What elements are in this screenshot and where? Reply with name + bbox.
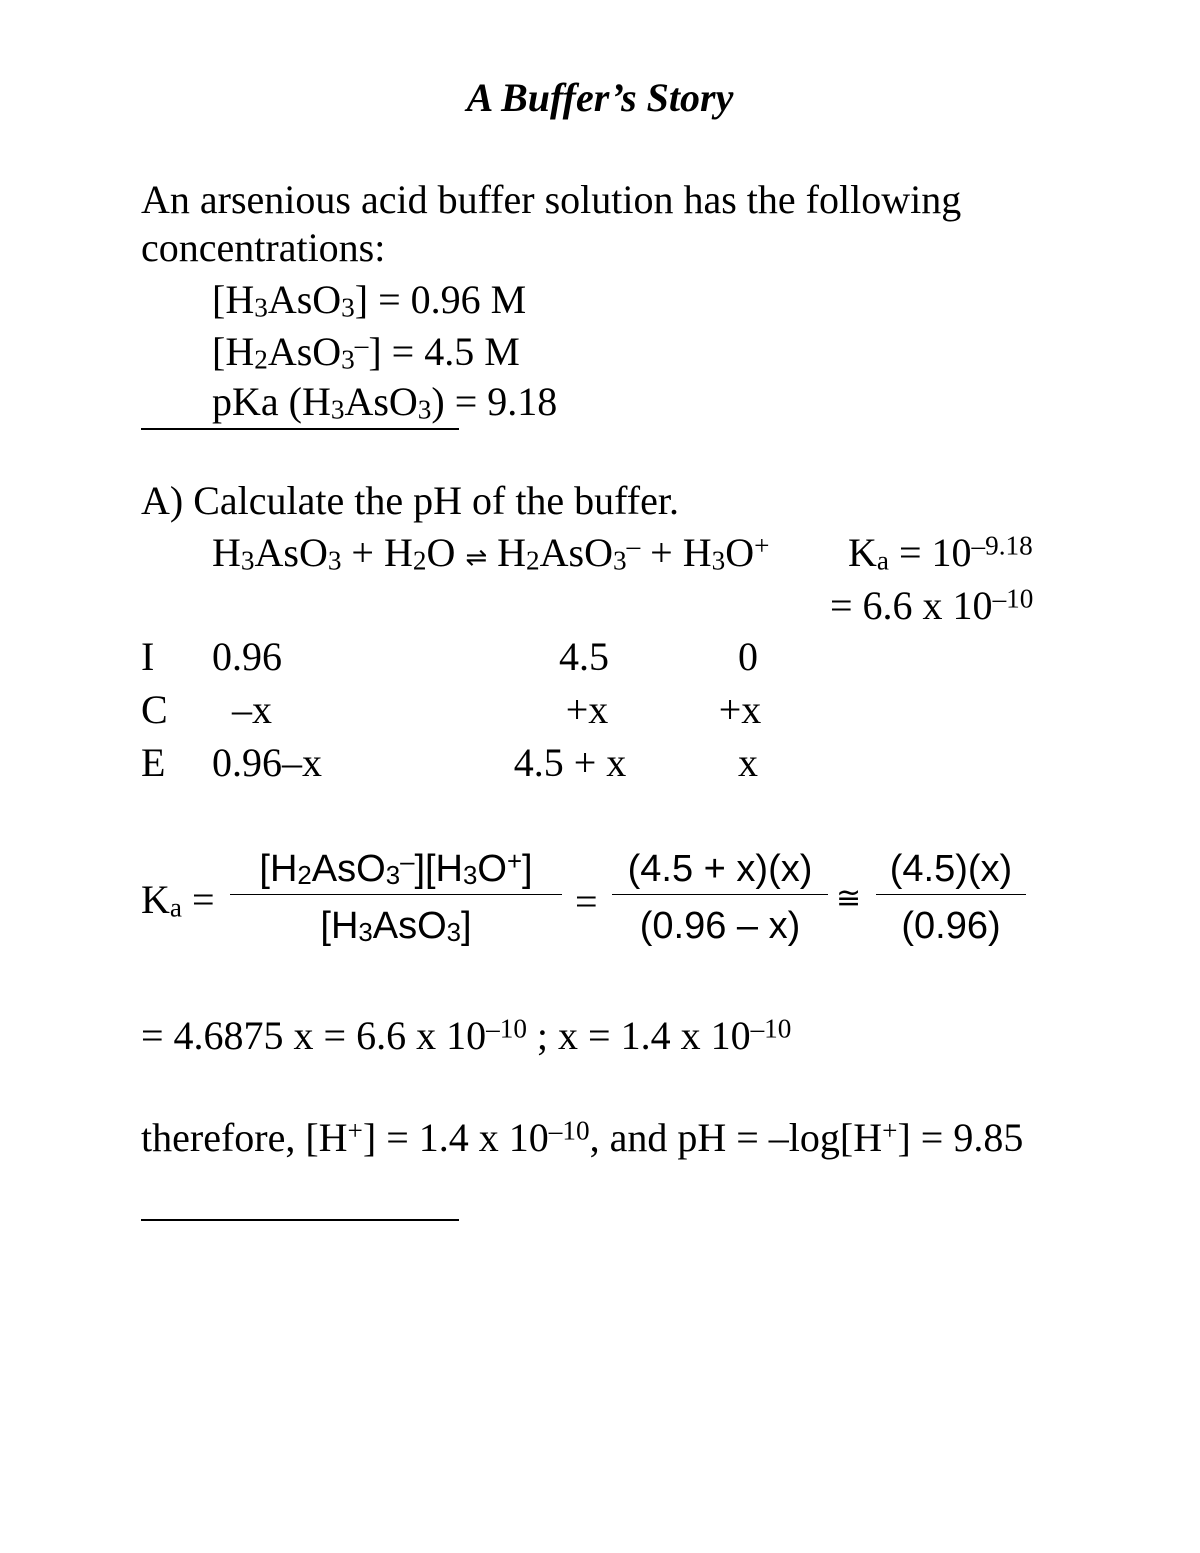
ice-row-label: I (141, 634, 155, 679)
equilibrium-arrow-icon: ⇌ (465, 543, 488, 573)
given-acid-concentration: $[H_3AsO_3] = 0.96$ M (212, 277, 527, 323)
ice-cell: 4.5 + x (513, 740, 627, 785)
ice-cell: 0.96–x (212, 740, 322, 785)
ph-conclusion: therefore, [H+] = 1.4 x $10^{-10}$, and pH = –log[H+] = 9.85 (141, 1115, 1024, 1160)
ice-cell: 0 (738, 634, 758, 679)
given-pka: pKa $(H_3AsO_3) = 9.18$ (212, 379, 558, 425)
fraction-numerator: $[H_2AsO_3^-][H_3O^+]$ (259, 848, 533, 891)
fraction-denominator: $[H_3AsO_3]$ (320, 905, 472, 948)
ka-fraction-approx (876, 850, 1026, 945)
ka-definition: $K_a = 10^{-9.18}$ (848, 530, 1033, 576)
ice-row-label: C (141, 687, 168, 732)
ice-cell: +x (718, 687, 762, 732)
section-divider (141, 428, 459, 430)
ice-cell: x (738, 740, 758, 785)
ka-value: = 6.6 x $10^{-10}$ (830, 583, 1034, 628)
fraction-denominator: (0.96 – x) (639, 905, 801, 947)
ka-lhs: $K_a$ = (141, 877, 215, 923)
ka-fraction-concentrations (230, 848, 562, 948)
ka-fraction-ice (612, 850, 828, 945)
approximately-equal-icon: ≅ (836, 881, 862, 916)
ice-row-label: E (141, 740, 166, 785)
fraction-numerator: (4.5)(x) (889, 848, 1013, 890)
ice-cell: 4.5 (559, 634, 609, 679)
fraction-denominator: (0.96) (901, 905, 1001, 947)
given-base-concentration: $[H_2AsO_3^-] = 4.5$ M (212, 329, 520, 375)
dissociation-equation: $H_3AsO_3 + H_2O$ ⇌ $H_2AsO_3^- + H_3O^+$ (212, 530, 770, 576)
fraction-numerator: (4.5 + x)(x) (627, 848, 813, 890)
equals-sign: = (575, 879, 598, 924)
section-divider (141, 1219, 459, 1221)
part-a-question: A) Calculate the pH of the buffer. (141, 478, 679, 523)
ice-cell: –x (232, 687, 272, 732)
intro-line-1: An arsenious acid buffer solution has the following (141, 177, 962, 222)
solve-x-line: = 4.6875 x = 6.6 x $10^{-10}$ ; x = 1.4 x $10^{-10}$ (141, 1013, 792, 1058)
ice-cell: +x (565, 687, 609, 732)
ice-cell: 0.96 (212, 634, 282, 679)
page-title: A Buffer’s Story (466, 75, 734, 120)
intro-line-2: concentrations: (141, 225, 386, 270)
